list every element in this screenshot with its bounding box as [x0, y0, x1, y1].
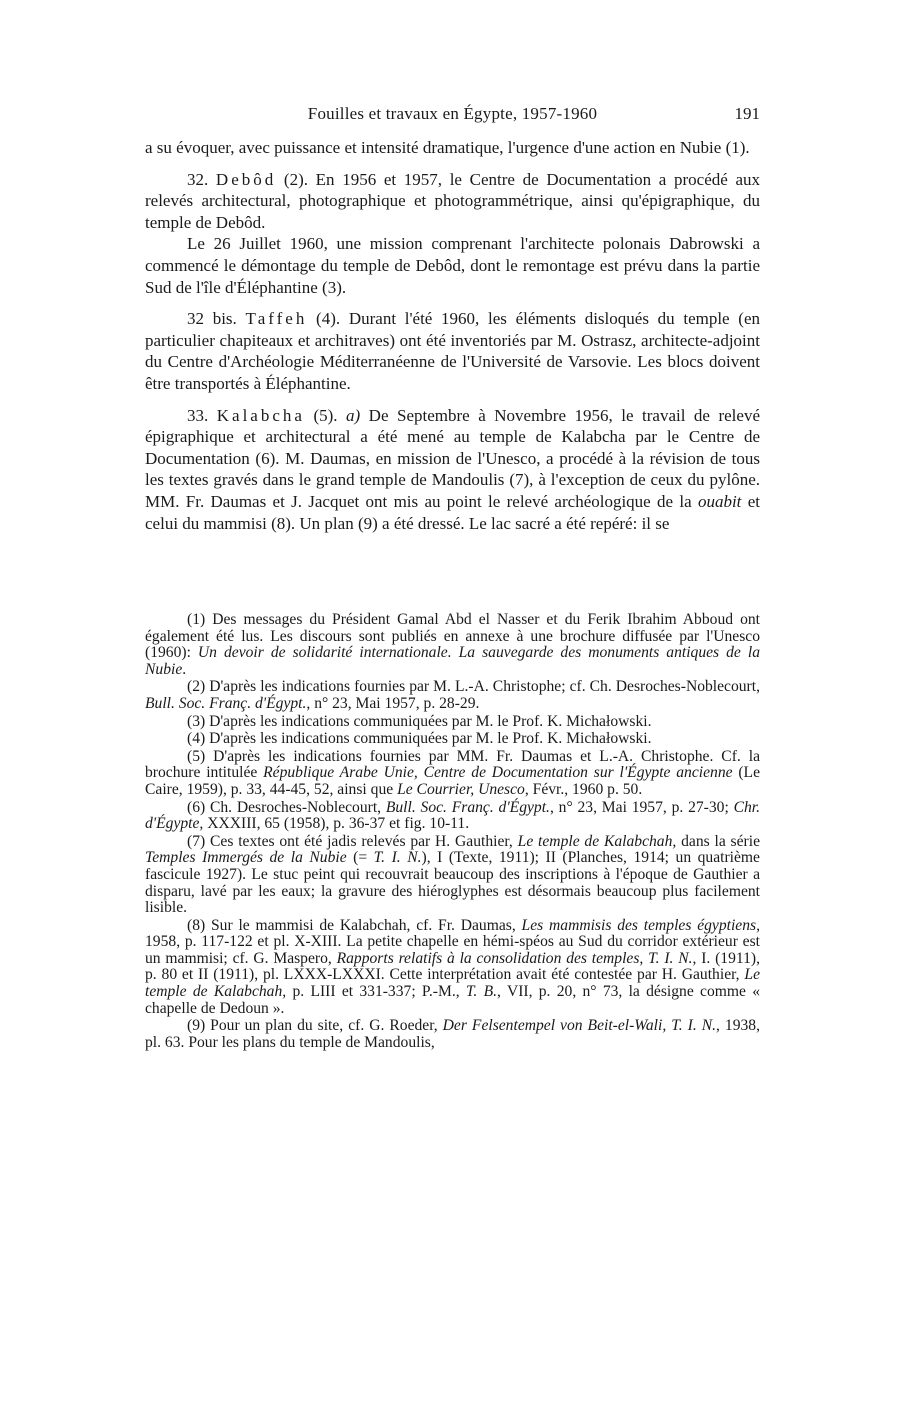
footnote-7: (7) Ces textes ont été jadis relevés par H. Gauthier, Le temple de Kalabchah, dans la série Temples Immergés de la Nubie (= T. I. N.), I (Texte, 1911); II (Planches, 1914; un quatrième fascicule 1927). Le stuc peint qui recouvrait beaucoup des inscriptions à l'époque de Gauthier a disparu, lavé par les eaux; la gravure des hiéroglyphes est désormais beaucoup plus facilement lisible.	[145, 832, 760, 917]
footnote-9: (9) Pour un plan du site, cf. G. Roeder, Der Felsentempel von Beit-el-Wali, T. I. N., 1938, pl. 63. Pour les plans du temple de Mandoulis,	[145, 1017, 760, 1051]
section-title: Debôd	[215, 169, 277, 189]
footnotes	[145, 612, 760, 1051]
section-title: Taffeh	[245, 309, 308, 329]
footnote-ref: (9)	[357, 513, 378, 533]
footnote-8: (8) Sur le mammisi de Kalabchah, cf. Fr. Daumas, Les mammisis des temples égyptiens, 1958, p. 117-122 et pl. X-XIII. La petite chapelle en hémi-spéos au Sud du corridor extérieur est un mammisi; cf. G. Maspero, Rapports relatifs à la consolidation des temples, T. I. N., I. (1911), p. 80 et II (1911), pl. LXXX-LXXXI. Cette interprétation avait été contestée par H. Gauthier, Le temple de Kalabchah, p. LIII et 331-337; P.-M., T. B., VII, p. 20, n° 73, la désigne comme « chapelle de Dedoun ».	[145, 916, 761, 1017]
footnote-2: (2) D'après les indications fournies par M. L.-A. Christophe; cf. Ch. Desroches-Noblecourt, Bull. Soc. Franç. d'Égypt., n° 23, Mai 1957, p. 28-29.	[145, 678, 760, 712]
main-text	[145, 137, 760, 534]
section-title: Kalabcha	[216, 405, 305, 425]
footnote-ref: (4)	[316, 309, 336, 329]
paragraph-nubie: a su évoquer, avec puissance et intensité dramatique, l'urgence d'une action en Nubie (1).	[145, 138, 750, 157]
footnote-3: (3) D'après les indications communiquées par M. le Prof. K. Michałowski.	[187, 712, 652, 730]
paragraph-debod-dismantling: Le 26 Juillet 1960, une mission comprenant l'architecte polonais Dabrowski a commencé le démontage du temple de Debôd, dont le remontage est prévu dans la partie Sud de l'île d'Éléphantine (3).	[145, 234, 760, 297]
page-number: 191	[734, 104, 760, 123]
footnote-ref: (3)	[322, 277, 342, 297]
section-number: 33.	[187, 405, 209, 425]
footnote-5: (5) D'après les indications fournies par MM. Fr. Daumas et L.-A. Christophe. Cf. la brochure intitulée République Arabe Unie, Centre de Documentation sur l'Égypte ancienne (Le Caire, 1959), p. 33, 44-45, 52, ainsi que Le Courrier, Unesco, Févr., 1960 p. 50.	[145, 747, 760, 798]
section-number: 32.	[187, 169, 209, 189]
section-number: 32 bis.	[187, 309, 237, 329]
running-header	[145, 104, 760, 128]
footnote-4: (4) D'après les indications communiquées par M. le Prof. K. Michałowski.	[187, 730, 652, 748]
footnote-ref: (2)	[283, 169, 304, 189]
footnote-ref: (6)	[255, 448, 276, 468]
footnote-ref: (7)	[509, 470, 530, 490]
footnote-6: (6) Ch. Desroches-Noblecourt, Bull. Soc. Franç. d'Égypt., n° 23, Mai 1957, p. 27-30; Chr. d'Égypte, XXXIII, 65 (1958), p. 36-37 et fig. 10-11.	[145, 798, 761, 833]
paragraph-taffeh: 32 bis. Taffeh (4). Durant l'été 1960, les éléments disloqués du temple (en particulier chapiteaux et architraves) ont été inventoriés par M. Ostrasz, architecte-adjoint du Centre d'Archéologie Méditerranéenne de l'Université de Varsovie. Les blocs doivent être transportés à Éléphantine.	[145, 309, 761, 393]
footnote-ref: (8)	[271, 513, 291, 533]
footnote-ref: (5)	[313, 405, 334, 425]
paragraph-kalabcha: 33. Kalabcha (5). a) De Septembre à Novembre 1956, le travail de relevé épigraphique et architectural a été mené au temple de Kalabcha par le Centre de Documentation (6). M. Daumas, en mission de l'Unesco, a procédé à la révision de tous les textes gravés dans le grand temple de Mandoulis (7), à l'exception de ceux du pylône. MM. Fr. Daumas et J. Jacquet ont mis au point le relevé archéologique de la ouabit et celui du mammisi (8). Un plan (9) a été dressé. Le lac sacré a été repéré: il se	[145, 405, 760, 533]
footnote-ref: (1)	[725, 138, 746, 157]
paragraph-debod: 32. Debôd (2). En 1956 et 1957, le Centre de Documentation a procédé aux relevés architectural, photographique et photogrammétrique, ainsi qu'épigraphique, du temple de Debôd.	[145, 169, 761, 232]
running-title: Fouilles et travaux en Égypte, 1957-1960	[307, 104, 598, 123]
footnote-1: (1) Des messages du Président Gamal Abd el Nasser et du Ferik Ibrahim Abboud ont également été lus. Les discours sont publiés en annexe à une brochure diffusée par l'Unesco (1960): Un devoir de solidarité internationale. La sauvegarde des monuments antiques de la Nubie.	[145, 611, 760, 678]
